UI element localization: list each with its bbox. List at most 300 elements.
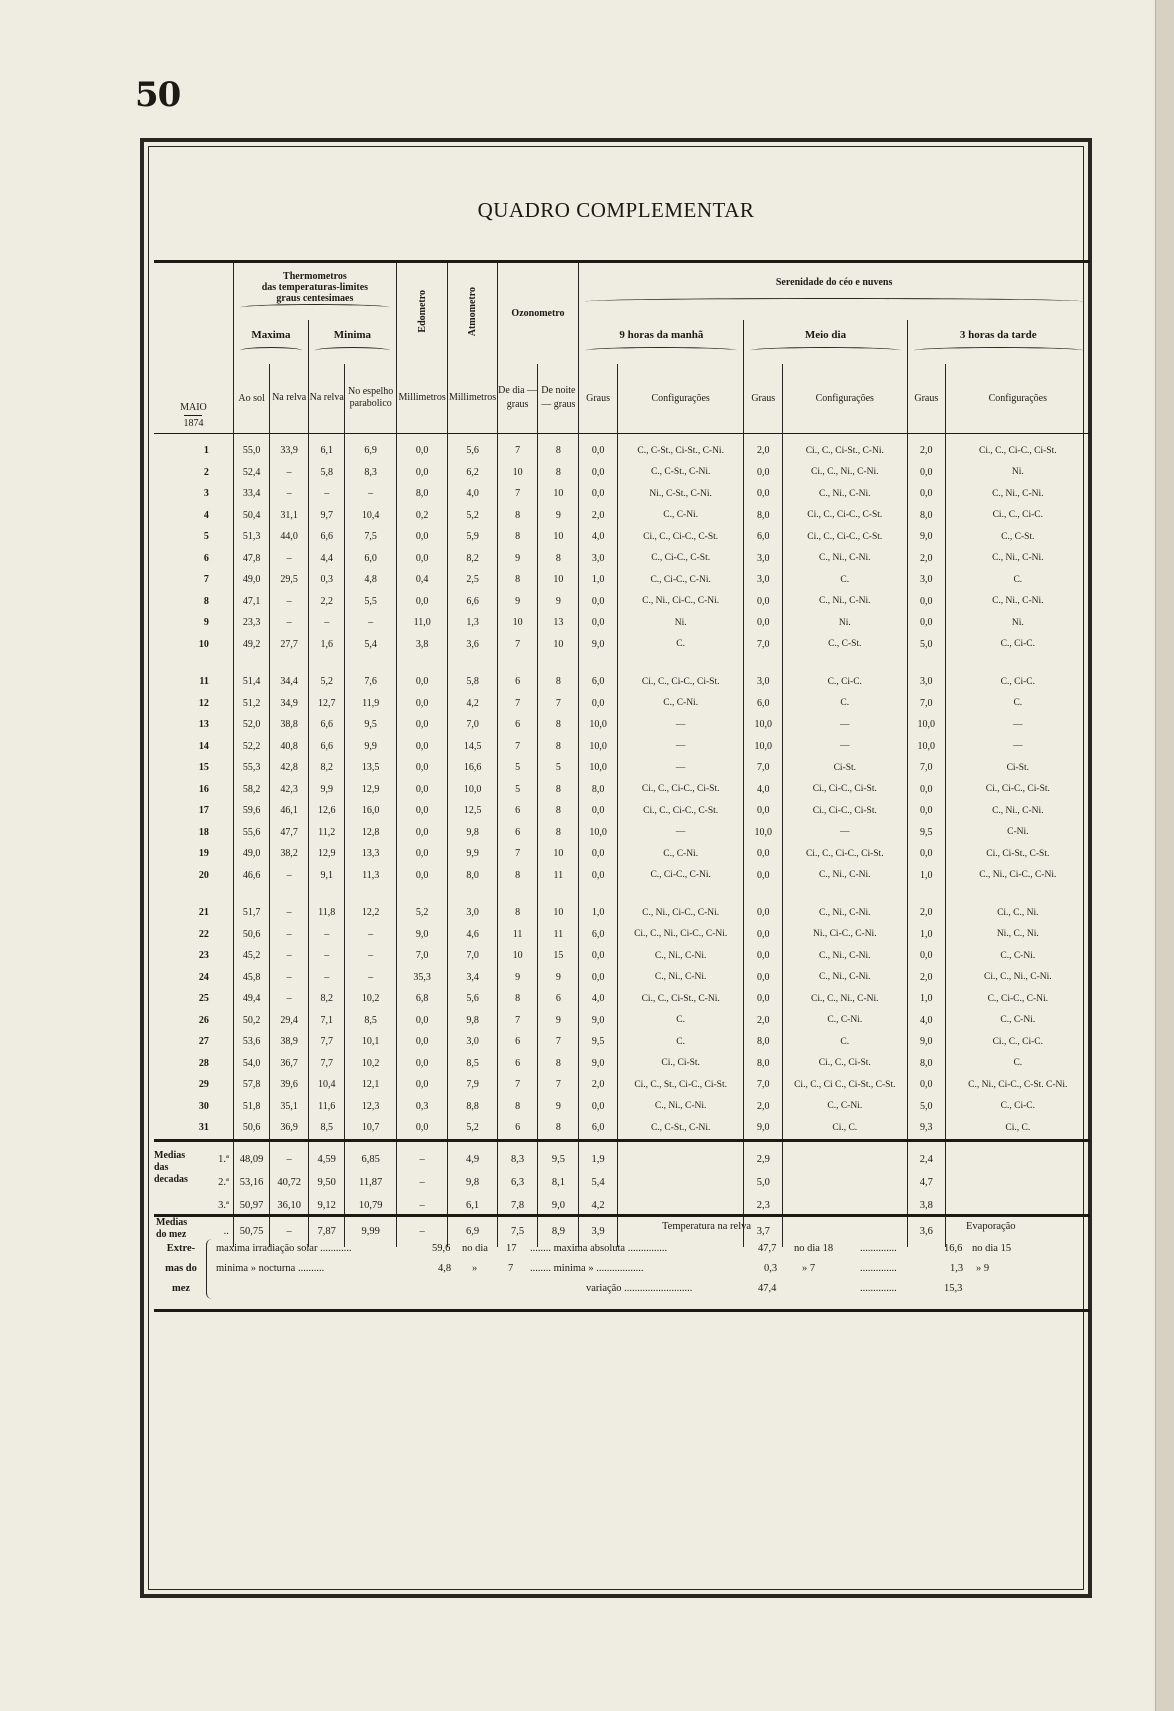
value-cell: 7	[497, 634, 538, 656]
value-cell: 9,9	[448, 843, 497, 865]
summary-value: 6,85	[345, 1148, 396, 1171]
separator-cell	[345, 1140, 396, 1148]
gap-cell	[448, 655, 497, 671]
value-cell: 12,9	[308, 843, 344, 865]
value-cell: 5,5	[345, 591, 396, 613]
value-cell: 1,0	[907, 865, 946, 887]
summary-cell	[617, 1148, 744, 1171]
day-cell: 16	[154, 779, 233, 801]
value-cell: 49,2	[233, 634, 269, 656]
value-cell: 0,0	[744, 967, 783, 989]
ex-r2-val: 4,8	[438, 1263, 452, 1274]
summary-value: 36,10	[270, 1194, 309, 1217]
config-cell: Ni.	[1011, 467, 1024, 478]
value-cell: 0,0	[396, 822, 447, 844]
day-cell: 27	[154, 1031, 233, 1053]
value-cell: 7,0	[907, 693, 946, 715]
config-cell: C., Ni., C-Ni.	[992, 596, 1044, 607]
summary-value: 7,5	[497, 1217, 538, 1247]
value-cell: 7,0	[744, 757, 783, 779]
value-cell: 0,0	[744, 800, 783, 822]
table-row	[154, 714, 1090, 736]
config-cell: C., Ni., C-Ni.	[783, 967, 907, 989]
value-cell: 6	[497, 714, 538, 736]
value-cell: 0,0	[396, 1117, 447, 1140]
value-cell: 8	[538, 548, 579, 570]
value-cell: 0,0	[907, 591, 946, 613]
thermo-header	[233, 262, 396, 320]
config-cell: —	[617, 757, 744, 779]
decade-mean-row	[154, 1148, 1090, 1171]
value-cell: 42,8	[270, 757, 309, 779]
value-cell: 3,0	[744, 671, 783, 693]
value-cell: 0,0	[396, 1031, 447, 1053]
value-cell: 51,4	[233, 671, 269, 693]
value-cell: 11,2	[308, 822, 344, 844]
decade-marker: 2.ª	[218, 1176, 229, 1188]
separator-cell	[448, 1140, 497, 1148]
config-cell: C., Ni., C-Ni.	[617, 967, 744, 989]
value-cell: –	[308, 612, 344, 634]
value-cell: 5,2	[448, 1117, 497, 1140]
page-number: 50	[135, 75, 181, 115]
config-cell: C.	[783, 693, 907, 715]
thermo-brace	[240, 304, 390, 311]
config-cell: Ci., C., Ci C., Ci-St., C-St.	[783, 1074, 907, 1096]
value-cell: 1,0	[579, 569, 618, 591]
summary-value: –	[396, 1217, 447, 1247]
gap-cell	[744, 886, 783, 902]
value-cell: 7	[497, 843, 538, 865]
separator-cell	[946, 1140, 1090, 1148]
config-cell: C., Ci-C.	[783, 671, 907, 693]
value-cell: 47,8	[233, 548, 269, 570]
value-cell: 0,0	[579, 591, 618, 613]
value-cell: 9,9	[308, 779, 344, 801]
config-cell: C., Ci-C., C-Ni.	[987, 993, 1049, 1004]
summary-separator	[154, 1140, 1090, 1148]
value-cell: 10	[538, 902, 579, 924]
config-cell: —	[1013, 741, 1023, 752]
value-cell: 46,1	[270, 800, 309, 822]
table-frame	[140, 138, 1092, 1598]
value-cell: 0,0	[907, 800, 946, 822]
value-cell: 6,0	[579, 924, 618, 946]
value-cell: 6	[497, 800, 538, 822]
table-row	[154, 800, 1090, 822]
table-row	[154, 612, 1090, 634]
value-cell: 7,1	[308, 1010, 344, 1032]
value-cell: –	[308, 924, 344, 946]
value-cell: 0,0	[396, 1010, 447, 1032]
value-cell: –	[270, 548, 309, 570]
value-cell: 7	[538, 693, 579, 715]
table-row	[154, 434, 1090, 462]
value-cell: 47,7	[270, 822, 309, 844]
value-cell: 4,2	[448, 693, 497, 715]
value-cell: 0,0	[907, 483, 946, 505]
config-cell: —	[617, 714, 744, 736]
summary-value: 3,7	[744, 1217, 783, 1247]
value-cell: –	[270, 612, 309, 634]
value-cell: 2,0	[907, 902, 946, 924]
summary-cell	[946, 1171, 1090, 1194]
value-cell: 0,0	[396, 736, 447, 758]
month-label: MAIO	[180, 402, 207, 413]
value-cell: 4,0	[579, 526, 618, 548]
value-cell: 2,0	[907, 434, 946, 462]
config-cell: Ni.	[1011, 617, 1024, 628]
edometro-label: Edometro	[416, 290, 428, 334]
gap-cell	[538, 886, 579, 902]
value-cell: 8	[538, 822, 579, 844]
minima-brace	[315, 347, 390, 354]
ex-r2-evap: 1,3	[950, 1263, 964, 1274]
value-cell: 8	[497, 988, 538, 1010]
config-cell: C., Ci-C.	[1000, 1101, 1035, 1112]
value-cell: 7,6	[345, 671, 396, 693]
day-cell: 30	[154, 1096, 233, 1118]
summary-value: 3,8	[907, 1194, 946, 1217]
value-cell: 0,0	[579, 945, 618, 967]
value-cell: 9,0	[579, 1010, 618, 1032]
config-cell: C., Ni., Ci-C., C-Ni.	[617, 902, 744, 924]
table-row	[154, 1031, 1090, 1053]
config-cell: C., Ci-C., C-St.	[617, 548, 744, 570]
de-dia-header: De dia — graus	[497, 364, 538, 434]
value-cell: 0,0	[396, 462, 447, 484]
value-cell: 7,7	[308, 1053, 344, 1075]
value-cell: 4,6	[448, 924, 497, 946]
value-cell: 51,2	[233, 693, 269, 715]
summary-value: 10,79	[345, 1194, 396, 1217]
value-cell: 8	[497, 1096, 538, 1118]
value-cell: –	[270, 865, 309, 887]
ao-sol-header: Ao sol	[233, 364, 269, 434]
config-cell: C., C-St., C-Ni.	[617, 462, 744, 484]
value-cell: 6,9	[345, 434, 396, 462]
config-cell: Ci-St.	[783, 757, 907, 779]
config-cell: Ci., C., St., Ci-C., Ci-St.	[617, 1074, 744, 1096]
value-cell: 2,0	[907, 548, 946, 570]
value-cell: 12,8	[345, 822, 396, 844]
value-cell: 1,3	[448, 612, 497, 634]
summary-value: 11,87	[345, 1171, 396, 1194]
value-cell: –	[270, 945, 309, 967]
value-cell: 46,6	[233, 865, 269, 887]
value-cell: –	[308, 945, 344, 967]
gap-cell	[345, 886, 396, 902]
table-row	[154, 693, 1090, 715]
value-cell: 8	[497, 569, 538, 591]
value-cell: 10,4	[345, 505, 396, 527]
value-cell: 9,0	[744, 1117, 783, 1140]
decade-marker: 1.ª	[218, 1153, 229, 1165]
page-title: QUADRO COMPLEMENTAR	[477, 198, 755, 222]
value-cell: 9,0	[396, 924, 447, 946]
value-cell: 2,5	[448, 569, 497, 591]
day-cell: 22	[154, 924, 233, 946]
meio-dia-graus-header: Graus	[744, 364, 783, 434]
value-cell: 7	[538, 1031, 579, 1053]
value-cell: 0,0	[907, 612, 946, 634]
table-row	[154, 671, 1090, 693]
value-cell: 51,3	[233, 526, 269, 548]
value-cell: –	[345, 483, 396, 505]
book-spine	[1155, 0, 1174, 1711]
gap-cell	[233, 886, 269, 902]
value-cell: 0,0	[396, 714, 447, 736]
value-cell: 0,0	[396, 843, 447, 865]
gap-cell	[579, 655, 618, 671]
summary-value: –	[396, 1194, 447, 1217]
value-cell: 52,0	[233, 714, 269, 736]
value-cell: 2,0	[744, 434, 783, 462]
value-cell: 10,0	[579, 757, 618, 779]
value-cell: 38,8	[270, 714, 309, 736]
value-cell: 9	[497, 967, 538, 989]
ex-r1-label: maxima irradiação solar ............	[216, 1243, 352, 1254]
value-cell: 16,0	[345, 800, 396, 822]
day-cell: 20	[154, 865, 233, 887]
value-cell: 40,8	[270, 736, 309, 758]
summary-value: 8,3	[497, 1148, 538, 1171]
decade-marker: ..	[223, 1226, 229, 1237]
summary-value: 3,9	[579, 1217, 618, 1247]
value-cell: 3,0	[744, 548, 783, 570]
value-cell: 9,3	[907, 1117, 946, 1140]
separator-cell	[497, 1140, 538, 1148]
value-cell: 0,0	[396, 591, 447, 613]
value-cell: 3,0	[907, 671, 946, 693]
table-row	[154, 634, 1090, 656]
day-cell: 10	[154, 634, 233, 656]
config-cell: C., Ni., C-Ni.	[617, 945, 744, 967]
table-row	[154, 1053, 1090, 1075]
gap-cell	[396, 655, 447, 671]
value-cell: 7,0	[907, 757, 946, 779]
value-cell: 0,2	[396, 505, 447, 527]
ex-r1-evap-dia: no dia 15	[972, 1243, 1012, 1254]
value-cell: 11,3	[345, 865, 396, 887]
value-cell: 0,3	[396, 1096, 447, 1118]
temp-relva-label: Temperatura na relva	[662, 1221, 752, 1232]
summary-cell	[617, 1171, 744, 1194]
value-cell: –	[270, 591, 309, 613]
value-cell: 10	[497, 945, 538, 967]
value-cell: 0,0	[396, 548, 447, 570]
value-cell: 8,2	[308, 757, 344, 779]
decade-means-label-line: decadas	[154, 1173, 188, 1185]
summary-value: 6,9	[448, 1217, 497, 1247]
value-cell: 35,1	[270, 1096, 309, 1118]
summary-value: 9,5	[538, 1148, 579, 1171]
value-cell: 5,2	[448, 505, 497, 527]
value-cell: 9	[538, 1010, 579, 1032]
value-cell: 6	[497, 1053, 538, 1075]
value-cell: 8,3	[345, 462, 396, 484]
manha-brace	[585, 347, 737, 354]
ex-r2-label: minima » nocturna ..........	[216, 1263, 325, 1274]
config-cell: C-Ni.	[1007, 827, 1029, 838]
value-cell: 3,0	[448, 1031, 497, 1053]
value-cell: 6,6	[308, 714, 344, 736]
value-cell: 8	[538, 736, 579, 758]
ex-r1-nodia: no dia	[462, 1243, 488, 1254]
value-cell: 12,1	[345, 1074, 396, 1096]
day-cell: 8	[154, 591, 233, 613]
config-cell: Ci., C., Ci-C., C-St.	[617, 526, 744, 548]
config-cell: C., Ni., Ci-C., C-Ni.	[617, 591, 744, 613]
table-row	[154, 483, 1090, 505]
value-cell: 10	[538, 843, 579, 865]
separator-cell	[783, 1140, 907, 1148]
summary-value: 5,4	[579, 1171, 618, 1194]
separator-cell	[579, 1140, 618, 1148]
config-cell: C., Ni., C-Ni.	[992, 805, 1044, 816]
summary-value: 4,7	[907, 1171, 946, 1194]
value-cell: 4,0	[448, 483, 497, 505]
value-cell: 3,0	[448, 902, 497, 924]
table-row	[154, 822, 1090, 844]
value-cell: 31,1	[270, 505, 309, 527]
value-cell: –	[270, 483, 309, 505]
value-cell: 0,0	[579, 434, 618, 462]
year-label: 1874	[183, 418, 204, 429]
thermo-title-3: graus centesimaes	[276, 293, 354, 305]
summary-cell	[783, 1148, 907, 1171]
value-cell: 50,6	[233, 1117, 269, 1140]
day-cell: 23	[154, 945, 233, 967]
value-cell: 0,0	[579, 693, 618, 715]
value-cell: –	[345, 612, 396, 634]
decade-mean-row	[154, 1171, 1090, 1194]
value-cell: 8,0	[907, 505, 946, 527]
value-cell: 11,0	[396, 612, 447, 634]
value-cell: 10,0	[579, 714, 618, 736]
table-row	[154, 1096, 1090, 1118]
ex-r1-dots: ..............	[860, 1243, 897, 1254]
value-cell: 9	[497, 591, 538, 613]
value-cell: 57,8	[233, 1074, 269, 1096]
config-cell: —	[783, 736, 907, 758]
value-cell: 12,2	[345, 902, 396, 924]
value-cell: 10,0	[448, 779, 497, 801]
value-cell: 0,0	[744, 924, 783, 946]
summary-value: 4,9	[448, 1148, 497, 1171]
value-cell: 5,0	[907, 1096, 946, 1118]
value-cell: 7,0	[448, 945, 497, 967]
ex-r3-label: variação ..........................	[586, 1283, 693, 1294]
minima-header	[308, 320, 396, 364]
value-cell: 58,2	[233, 779, 269, 801]
summary-value: –	[270, 1148, 309, 1171]
value-cell: 54,0	[233, 1053, 269, 1075]
value-cell: 9	[538, 967, 579, 989]
gap-cell	[617, 655, 744, 671]
value-cell: 49,4	[233, 988, 269, 1010]
config-cell: Ci., C.	[1005, 1122, 1031, 1133]
config-cell: Ni.	[783, 612, 907, 634]
value-cell: 51,8	[233, 1096, 269, 1118]
config-cell: Ci., C., Ci-St.	[783, 1053, 907, 1075]
value-cell: 10,0	[907, 736, 946, 758]
value-cell: 6	[497, 1031, 538, 1053]
value-cell: 12,6	[308, 800, 344, 822]
value-cell: 10	[538, 634, 579, 656]
summary-value: 2,3	[744, 1194, 783, 1217]
ex-r2-nodia: »	[472, 1263, 478, 1274]
value-cell: 8	[538, 671, 579, 693]
value-cell: 1,6	[308, 634, 344, 656]
value-cell: 0,0	[396, 865, 447, 887]
value-cell: 33,9	[270, 434, 309, 462]
value-cell: 0,0	[579, 612, 618, 634]
value-cell: 4,0	[907, 1010, 946, 1032]
value-cell: 0,0	[396, 693, 447, 715]
config-cell: Ci., C., Ni., C-Ni.	[984, 972, 1052, 983]
summary-value: 53,16	[233, 1171, 269, 1194]
value-cell: 11,8	[308, 902, 344, 924]
config-cell: C., C-Ni.	[783, 1010, 907, 1032]
serenidade-header	[579, 262, 1090, 320]
table-row	[154, 757, 1090, 779]
value-cell: 55,0	[233, 434, 269, 462]
value-cell: 45,8	[233, 967, 269, 989]
value-cell: 10	[538, 569, 579, 591]
value-cell: 0,0	[579, 967, 618, 989]
value-cell: 6	[538, 988, 579, 1010]
table-row	[154, 967, 1090, 989]
value-cell: 9,0	[907, 526, 946, 548]
config-cell: C.	[1013, 698, 1023, 709]
value-cell: 4,8	[345, 569, 396, 591]
config-cell: C., C-Ni.	[617, 693, 744, 715]
day-cell: 19	[154, 843, 233, 865]
value-cell: 10,2	[345, 988, 396, 1010]
value-cell: 10	[538, 483, 579, 505]
config-cell: Ni.	[617, 612, 744, 634]
value-cell: 2,0	[579, 1074, 618, 1096]
thermo-title-2: das temperaturas-limites	[261, 282, 369, 294]
table-row	[154, 1074, 1090, 1096]
day-cell: 18	[154, 822, 233, 844]
config-cell: Ci., C., Ni., C-Ni.	[783, 462, 907, 484]
gap-cell	[270, 655, 309, 671]
config-cell: C., Ni., Ci-C., C-Ni.	[979, 870, 1057, 881]
value-cell: 13,3	[345, 843, 396, 865]
value-cell: 0,0	[744, 988, 783, 1010]
value-cell: 9,5	[345, 714, 396, 736]
day-cell: 12	[154, 693, 233, 715]
value-cell: 15	[538, 945, 579, 967]
atmometro-header	[448, 262, 497, 364]
value-cell: 10,4	[308, 1074, 344, 1096]
tarde-brace	[914, 347, 1084, 354]
value-cell: 5,2	[396, 902, 447, 924]
value-cell: 2,0	[579, 505, 618, 527]
value-cell: –	[270, 902, 309, 924]
config-cell: C., Ni., C-Ni.	[992, 553, 1044, 564]
ex-r3-evap: 15,3	[944, 1283, 963, 1294]
value-cell: 0,0	[907, 462, 946, 484]
config-cell: C.	[783, 1031, 907, 1053]
decade-marker: 3.ª	[218, 1199, 229, 1211]
value-cell: 47,1	[233, 591, 269, 613]
value-cell: 2,2	[308, 591, 344, 613]
value-cell: 7,5	[345, 526, 396, 548]
config-cell: Ci., C., Ni.	[997, 907, 1039, 918]
